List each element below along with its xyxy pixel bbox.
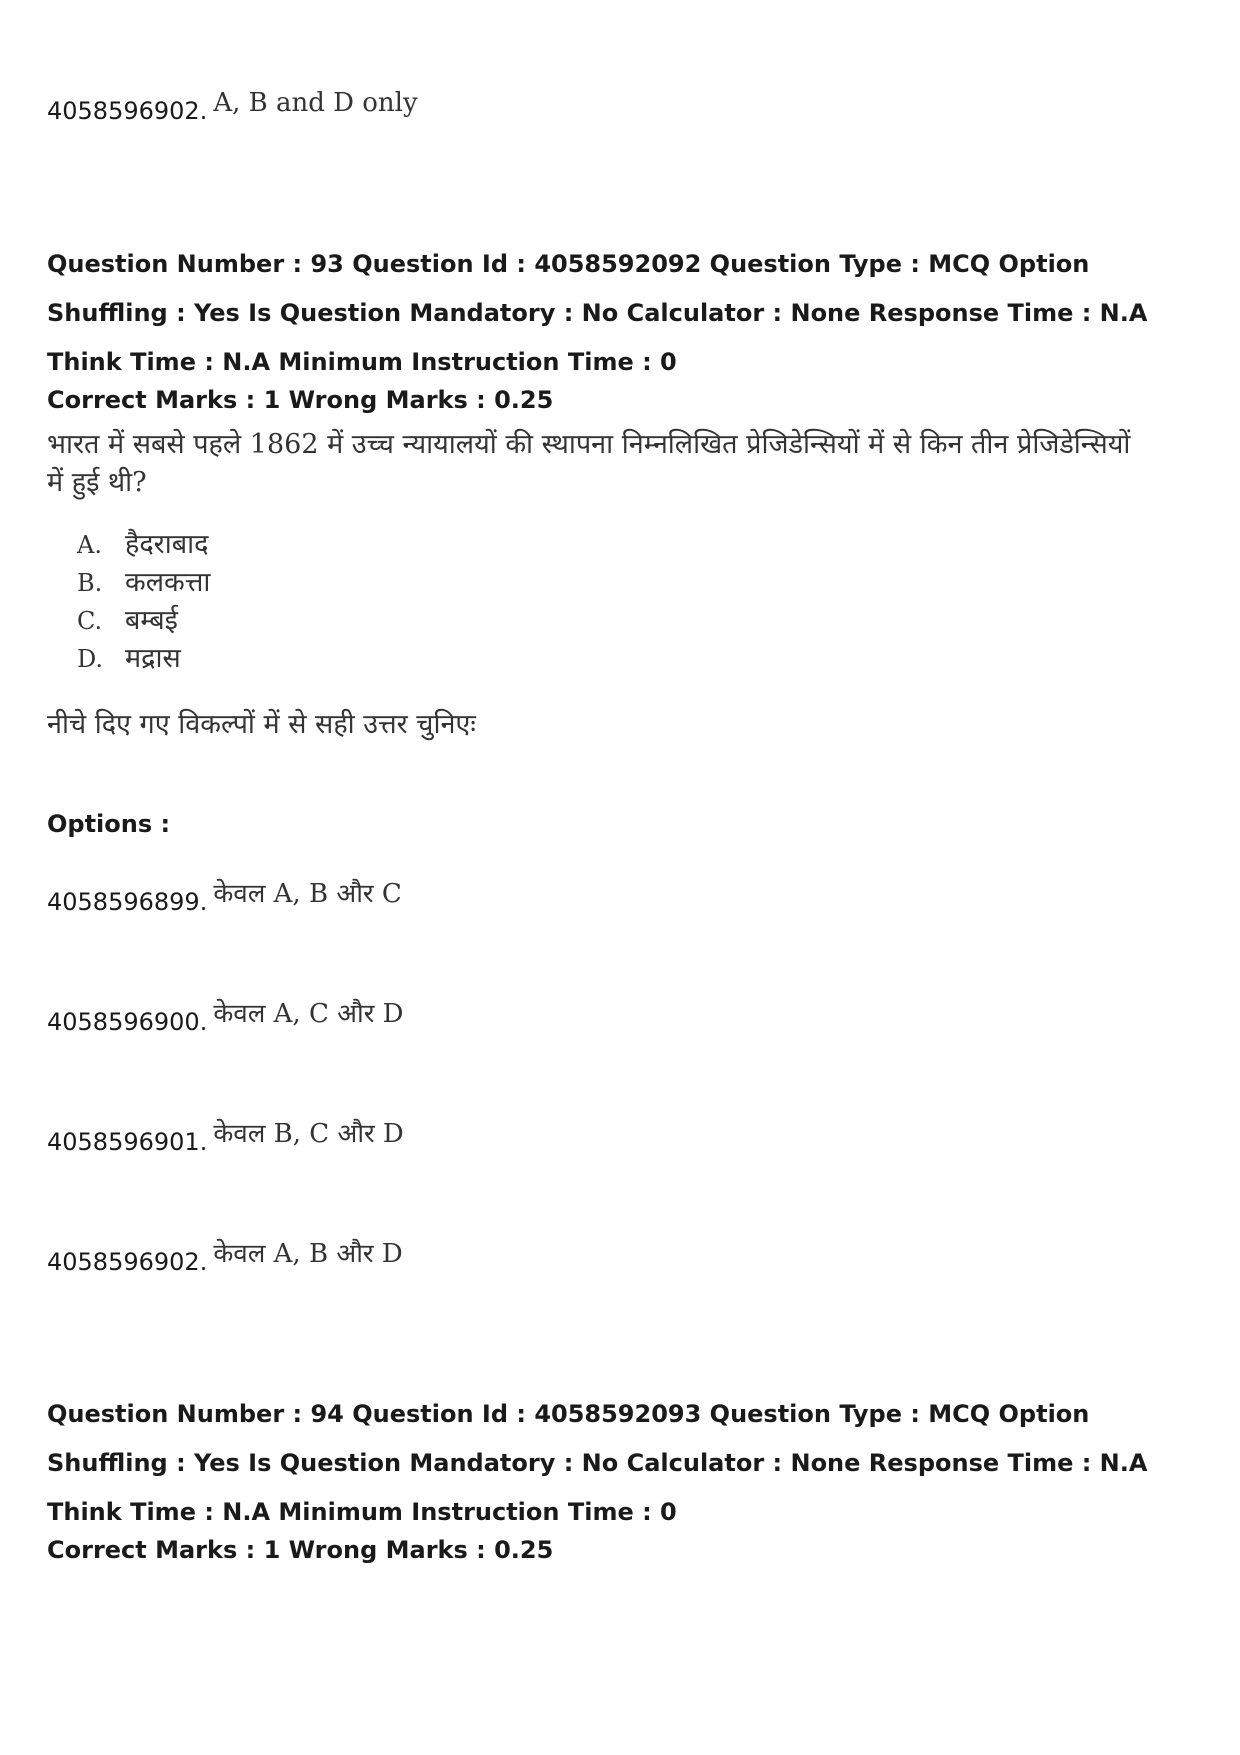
option-text: केवल A, C और D xyxy=(213,999,404,1029)
q93-options-label: Options : xyxy=(47,810,171,838)
option-text: केवल B, C और D xyxy=(213,1119,404,1149)
option-text: केवल A, B और D xyxy=(213,1239,403,1269)
prev-option-4 xyxy=(47,88,418,126)
statement-item: B. कलकत्ता xyxy=(77,567,211,598)
q93-option-1[interactable] xyxy=(47,879,402,918)
q93-option-3[interactable] xyxy=(47,1119,404,1158)
option-id: 4058596902. xyxy=(47,97,208,125)
q94-meta: Question Number : 94 Question Id : 4058592093 Question Type : MCQ Option Shuffling : Yes Is Question Mandatory : No Calculator : None Response Time : N.A Think Time : N.A Minimum Instruction Time : 0 xyxy=(47,1400,1148,1526)
q93-option-4[interactable] xyxy=(47,1239,403,1278)
statement-item: C. बम्बई xyxy=(77,605,178,636)
q93-statement-list xyxy=(77,526,210,678)
q93-meta: Question Number : 93 Question Id : 4058592092 Question Type : MCQ Option Shuffling : Yes Is Question Mandatory : No Calculator : None Response Time : N.A Think Time : N.A Minimum Instruction Time : 0 xyxy=(47,250,1148,376)
option-id: 4058596900. xyxy=(47,1008,208,1036)
q93-question-body xyxy=(47,426,1147,756)
option-id: 4058596899. xyxy=(47,888,208,916)
option-text: केवल A, B और C xyxy=(213,879,402,909)
q93-marks: Correct Marks : 1 Wrong Marks : 0.25 xyxy=(47,386,554,414)
q94-marks: Correct Marks : 1 Wrong Marks : 0.25 xyxy=(47,1536,554,1564)
option-text: A, B and D only xyxy=(213,88,418,118)
q93-option-2[interactable] xyxy=(47,999,404,1038)
statement-item: D. मद्रास xyxy=(77,643,181,674)
option-id: 4058596901. xyxy=(47,1128,208,1156)
q93-stem: भारत में सबसे पहले 1862 में उच्च न्यायालयों की स्थापना निम्नलिखित प्रेजिडेन्सियों में से किन तीन प्रेजिडेन्सियों में हुई थी? xyxy=(47,429,1131,498)
statement-item: A. हैदराबाद xyxy=(77,529,209,560)
option-id: 4058596902. xyxy=(47,1248,208,1276)
q93-instruction: नीचे दिए गए विकल्पों में से सही उत्तर चुनिएः xyxy=(47,709,476,740)
